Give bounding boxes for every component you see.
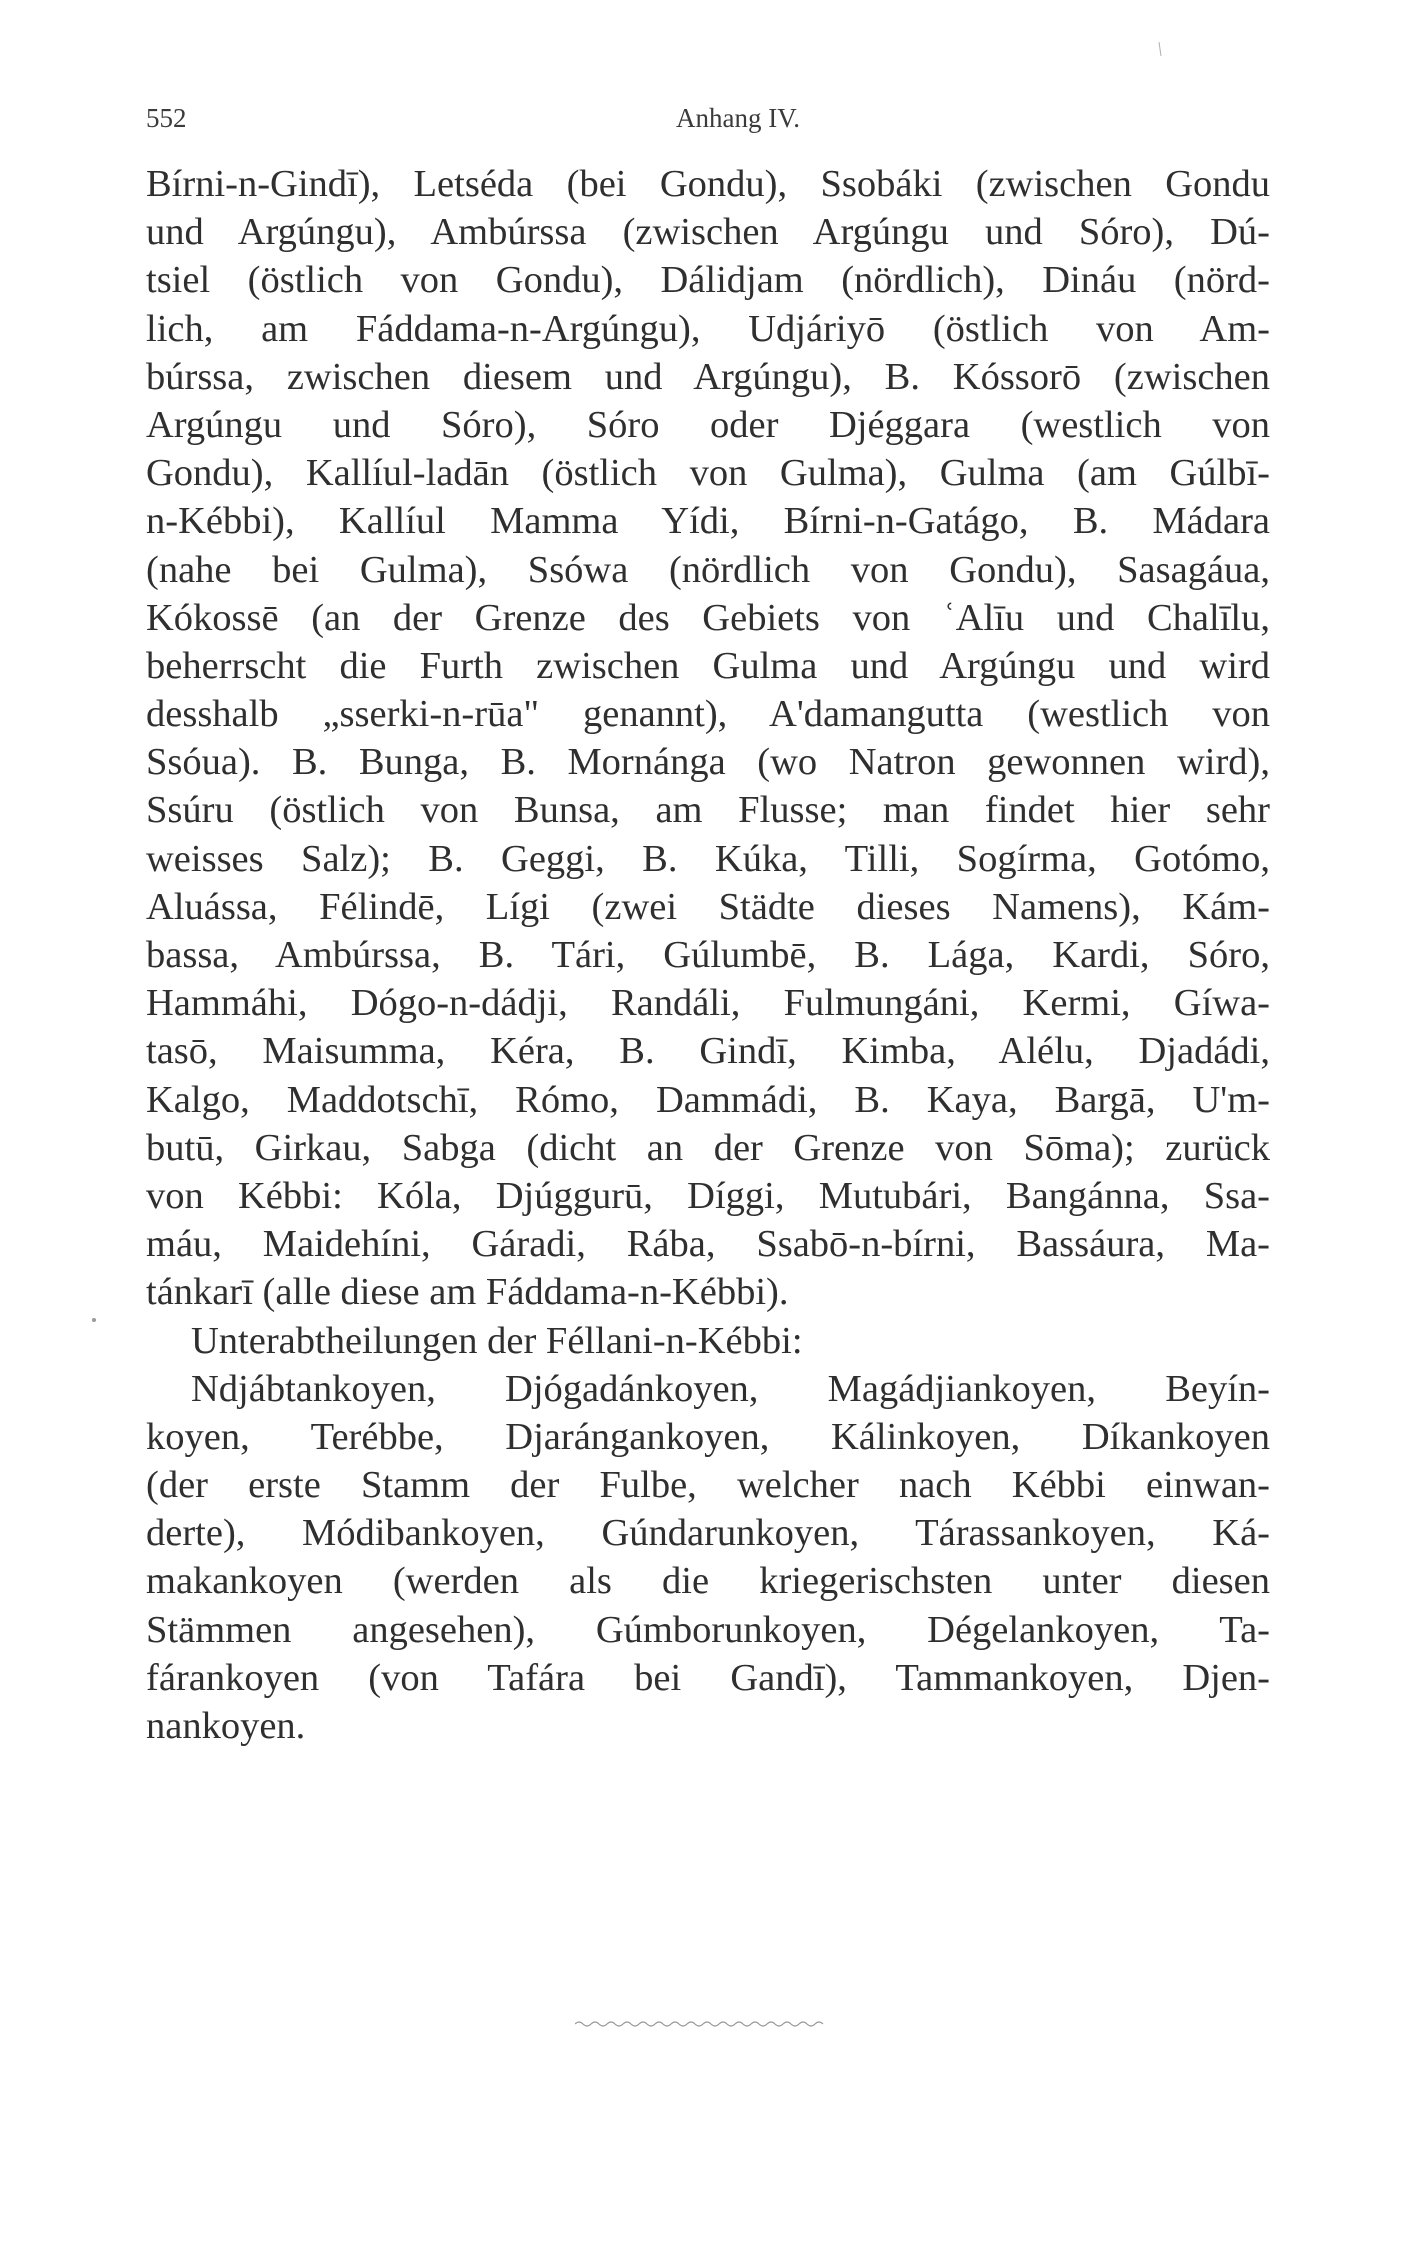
text-line: butū, Girkau, Sabga (dicht an der Grenze von Sōma); zurück <box>146 1126 1270 1169</box>
text-line: Kókossē (an der Grenze des Gebiets von ʿAlīu und Chalīlu, <box>146 596 1270 639</box>
text-line: makankoyen (werden als die kriegerischsten unter diesen <box>146 1560 1270 1603</box>
text-line: beherrscht die Furth zwischen Gulma und Argúngu und wird <box>146 644 1270 687</box>
text-line: von Kébbi: Kóla, Djúggurū, Díggi, Mutubári, Bangánna, Ssa- <box>146 1174 1270 1217</box>
text-line: Argúngu und Sóro), Sóro oder Djéggara (westlich von <box>146 403 1270 446</box>
text-line: Kalgo, Maddotschī, Rómo, Dammádi, B. Kaya, Bargā, U'm- <box>146 1078 1270 1121</box>
text-line: tánkarī (alle diese am Fáddama-n-Kébbi). <box>146 1271 789 1314</box>
text-line: Stämmen angesehen), Gúmborunkoyen, Dégelankoyen, Ta- <box>146 1608 1270 1651</box>
text-line: bassa, Ambúrssa, B. Tári, Gúlumbē, B. Lága, Kardi, Sóro, <box>146 934 1270 976</box>
text-line: derte), Módibankoyen, Gúndarunkoyen, Tárassankoyen, Ká- <box>146 1512 1270 1555</box>
text-line: Ssóua). B. Bunga, B. Mornánga (wo Natron gewonnen wird), <box>146 741 1270 784</box>
text-line: fárankoyen (von Tafára bei Gandī), Tammankoyen, Djen- <box>146 1656 1270 1699</box>
text-line: tsiel (östlich von Gondu), Dálidjam (nördlich), Dináu (nörd- <box>146 259 1270 302</box>
page-header <box>146 103 1270 143</box>
text-line: Bírni-n-Gindī), Letséda (bei Gondu), Ssobáki (zwischen Gondu <box>146 163 1270 205</box>
text-line: und Argúngu), Ambúrssa (zwischen Argúngu und Sóro), Dú- <box>146 211 1270 254</box>
text-line: lich, am Fáddama-n-Argúngu), Udjáriyō (östlich von Am- <box>146 307 1270 350</box>
wavy-rule-ornament <box>575 2020 825 2028</box>
page-number: 552 <box>146 103 187 133</box>
text-line: Ndjábtankoyen, Djógadánkoyen, Magádjiankoyen, Beyín- <box>191 1367 1270 1410</box>
text-line: tasō, Maisumma, Kéra, B. Gindī, Kimba, Alélu, Djadádi, <box>146 1030 1270 1073</box>
margin-speck <box>92 1318 96 1322</box>
text-line: (nahe bei Gulma), Ssówa (nördlich von Gondu), Sasagáua, <box>146 548 1270 591</box>
text-line: nankoyen. <box>146 1705 306 1747</box>
text-line: Aluássa, Félindē, Lígi (zwei Städte dieses Namens), Kám- <box>146 885 1270 928</box>
text-line: koyen, Terébbe, Djarángankoyen, Kálinkoyen, Díkankoyen <box>146 1415 1270 1458</box>
text-line: (der erste Stamm der Fulbe, welcher nach Kébbi einwan- <box>146 1464 1270 1507</box>
text-line: búrssa, zwischen diesem und Argúngu), B. Kóssorō (zwischen <box>146 355 1270 398</box>
text-line: desshalb „sserki-n-rūa" genannt), A'damangutta (westlich von <box>146 693 1270 736</box>
corner-mark-decoration <box>1158 42 1162 56</box>
body-text <box>146 160 1270 1750</box>
text-line: máu, Maidehíni, Gáradi, Rába, Ssabō-n-bírni, Bassáura, Ma- <box>146 1223 1270 1266</box>
text-line: Ssúru (östlich von Bunsa, am Flusse; man findet hier sehr <box>146 789 1270 832</box>
section-heading: Unterabtheilungen der Féllani-n-Kébbi: <box>191 1319 803 1362</box>
text-line: Hammáhi, Dógo-n-dádji, Randáli, Fulmungáni, Kermi, Gíwa- <box>146 982 1270 1025</box>
text-line: Gondu), Kallíul-ladān (östlich von Gulma), Gulma (am Gúlbī- <box>146 452 1270 495</box>
text-line: n-Kébbi), Kallíul Mamma Yídi, Bírni-n-Gatágo, B. Mádara <box>146 500 1270 543</box>
running-head: Anhang IV. <box>676 103 800 133</box>
text-line: weisses Salz); B. Geggi, B. Kúka, Tilli, Sogírma, Gotómo, <box>146 837 1270 880</box>
